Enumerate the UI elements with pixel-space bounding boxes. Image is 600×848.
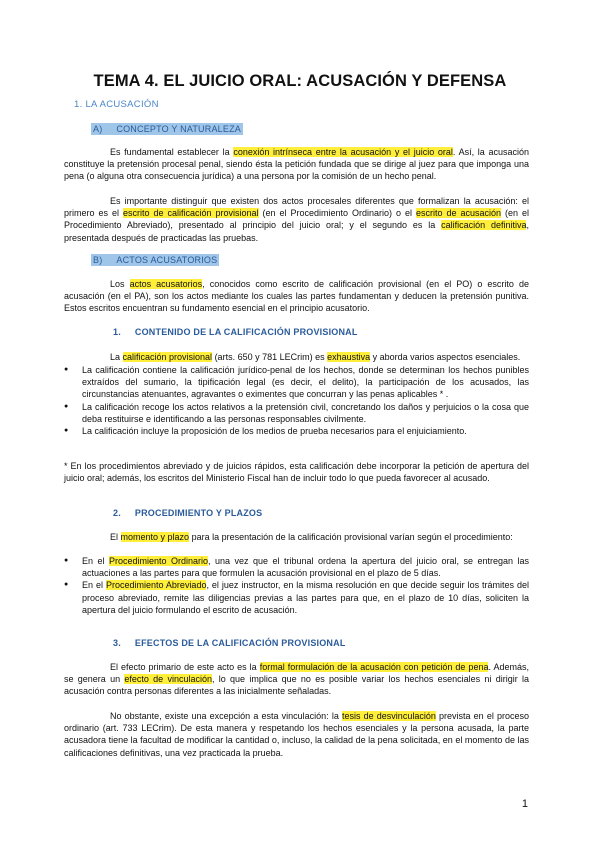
highlight: tesis de desvinculación [341,711,436,721]
highlight: momento y plazo [120,532,190,542]
highlight: Procedimiento Abreviado [105,580,207,591]
highlight: actos acusatorios [129,279,203,289]
section-heading: 1. LA ACUSACIÓN [74,99,159,110]
list-item: ● La calificación contiene la calificación jurídico-penal de los hechos, donde se determinan los hechos punibles extraídos del sumario, la tipificación legal (es decir, el delito), la participación de los acusados, las circunstancias atenuantes, agravantes o eximentes que concurran y las penas aplicables * . [64,364,529,401]
subsection-label: CONCEPTO Y NATURALEZA [116,124,241,134]
highlight: escrito de acusación [416,208,502,219]
paragraph: Los actos acusatorios, conocidos como escrito de calificación provisional (en el PO) o escrito de acusación (en el PA), son los actos mediante los cuales las partes fundamentan y deducen la pretensión punitiva. Estos escritos encuentran su fundamento esencial en el principio acusatorio. [64,279,529,314]
paragraph: Es importante distinguir que existen dos actos procesales diferentes que formalizan la acusación: el primero es el escrito de calificación provisional (en el Procedimiento Ordinario) o el escrito de acusación (en el Procedimiento Abreviado), presentado al principio del juicio oral; y el segundo es la calificación definitiva, presentada después de practicadas las pruebas. [64,196,530,243]
highlight: calificación provisional [122,352,213,362]
list-item: ● En el Procedimiento Ordinario, una vez que el tribunal ordena la apertura del juicio oral, se entregan las actuaciones a las partes para que formulen la acusación provisional en el plazo de 5 días. [64,555,529,579]
subsection-label: ACTOS ACUSATORIOS [116,255,218,265]
list-item: ● La calificación incluye la proposición de los medios de prueba necesarios para el enjuiciamiento. [64,425,529,437]
numbered-heading: 1. CONTENIDO DE LA CALIFICACIÓN PROVISIONAL [113,327,358,337]
paragraph: El efecto primario de este acto es la formal formulación de la acusación con petición de pena. Además, se genera un efecto de vinculación, lo que implica que no es posible variar los hechos esenciales ni dirigir la acusación contra personas diferentes a las inicialmente señaladas. [64,662,530,697]
highlight: Procedimiento Ordinario [109,556,209,566]
paragraph: Es fundamental establecer la conexión intrínseca entre la acusación y el juicio oral. Así, la acusación constituye la pretensión procesal penal, siendo ésta la petición fundada que se dirige al juez para que imponga una pena (o alguna otra consecuencia jurídica) a una persona por la comisión de un hecho penal. [64,147,529,182]
paragraph: El momento y plazo para la presentación de la calificación provisional varían según el procedimiento: [110,532,513,542]
highlight: calificación definitiva [441,220,527,231]
subsection-tag: B) [93,255,103,265]
list-item: ● La calificación recoge los actos relativos a la pretensión civil, concretando los daños y perjuicios o la cosa que deba restituirse e identificando a las personas responsables civilmente. [64,401,529,425]
footnote-paragraph: * En los procedimientos abreviado y de juicios rápidos, esta calificación debe incorporar la petición de apertura del juicio oral; además, los escritos del Ministerio Fiscal han de incluir todo lo que pueda favorecer al acusado. [64,461,529,484]
numbered-heading: 3. EFECTOS DE LA CALIFICACIÓN PROVISIONAL [113,638,346,648]
numbered-heading: 2. PROCEDIMIENTO Y PLAZOS [113,508,263,518]
paragraph: No obstante, existe una excepción a esta vinculación: la tesis de desvinculación prevista en el proceso ordinario (art. 733 LECrim). De esta manera y respetando los hechos esenciales y la persona acusada, la parte acusadora tiene la facultad de modificar la cantidad o, incluso, la calidad de la pena solicitada, en el momento de las calificaciones definitivas, una vez practicada la prueba. [64,711,529,758]
paragraph: La calificación provisional (arts. 650 y 781 LECrim) es exhaustiva y aborda varios aspectos esenciales. [110,352,521,362]
highlight: escrito de calificación provisional [122,208,259,219]
highlight: formal formulación de la acusación con petición de pena [259,662,489,672]
highlight: conexión intrínseca entre la acusación y el juicio oral [233,147,453,157]
page-number: 1 [521,798,528,810]
subsection-tag: A) [93,124,103,134]
bullet-list [64,364,529,437]
bullet-list [64,555,529,616]
highlight: efecto de vinculación [124,674,212,685]
subsection-b-heading [91,255,219,265]
list-item: ● En el Procedimiento Abreviado, el juez instructor, en la misma resolución en que decide seguir los trámites del proceso abreviado, remite las diligencias previas a las partes para que, en el plazo de 10 días, soliciten la apertura del juicio formulando el escrito de acusación. [64,579,529,616]
document-title: TEMA 4. EL JUICIO ORAL: ACUSACIÓN Y DEFENSA [93,72,507,90]
subsection-a-heading [91,124,243,134]
highlight: exhaustiva [327,352,371,362]
